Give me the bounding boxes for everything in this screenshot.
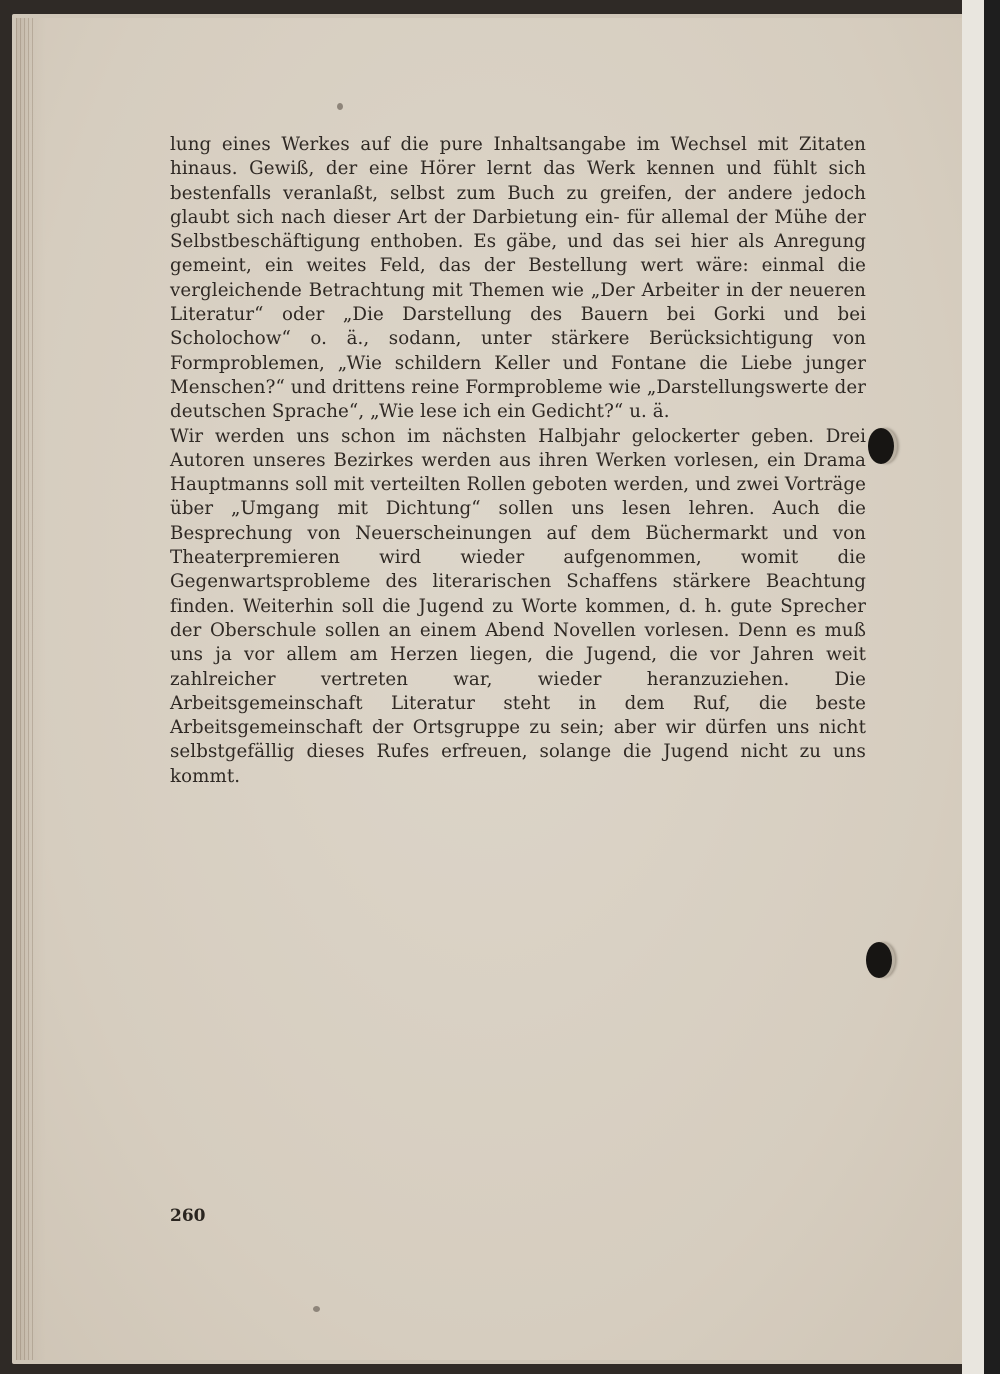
punch-hole-upper [868, 428, 894, 464]
paper-speck [337, 103, 343, 110]
binding-edge [16, 18, 34, 1360]
scan-dark-edge [984, 0, 1000, 1374]
page-number: 260 [170, 1206, 206, 1226]
paper-speck [313, 1306, 320, 1312]
body-text [170, 133, 866, 789]
paragraph-2: Wir werden uns schon im nächsten Halbjahr gelockerter geben. Drei Autoren unseres Bezirkes werden aus ihren Werken vorlesen, ein Drama Hauptmanns soll mit verteilten Rollen geboten werden, und zwei Vorträge über „Umgang mit Dichtung“ sollen uns lesen lehren. Auch die Besprechung von Neuerscheinungen auf dem Büchermarkt und von Theaterpremieren wird wieder aufgenommen, womit die Gegenwartsprobleme des literarischen Schaffens stärkere Beachtung finden. Weiterhin soll die Jugend zu Worte kommen, d. h. gute Sprecher der Oberschule sollen an einem Abend Novellen vorlesen. Denn es muß uns ja vor allem am Herzen liegen, die Jugend, die vor Jahren weit zahlreicher vertreten war, wieder heranzuziehen. Die Arbeitsgemeinschaft Literatur steht in dem Ruf, die beste Arbeitsgemeinschaft der Ortsgruppe zu sein; aber wir dürfen uns nicht selbstgefällig dieses Rufes erfreuen, solange die Jugend nicht zu uns kommt. [170, 425, 866, 787]
punch-hole-lower [866, 942, 892, 978]
paragraph-1: lung eines Werkes auf die pure Inhaltsangabe im Wechsel mit Zitaten hinaus. Gewiß, der eine Hörer lernt das Werk kennen und fühlt sich bestenfalls veranlaßt, selbst zum Buch zu greifen, der andere jedoch glaubt sich nach dieser Art der Darbietung ein- für allemal der Mühe der Selbstbeschäftigung enthoben. Es gäbe, und das sei hier als Anregung gemeint, ein weites Feld, das der Bestellung wert wäre: einmal die vergleichende Betrachtung mit Themen wie „Der Arbeiter in der neueren Literatur“ oder „Die Darstellung des Bauern bei Gorki und bei Scholochow“ o. ä., sodann, unter stärkere Berücksichtigung von Formproblemen, „Wie schildern Keller und Fontane die Liebe junger Menschen?“ und drittens reine Formprobleme wie „Darstellungswerte der deutschen Sprache“, „Wie lese ich ein Gedicht?“ u. ä. [170, 134, 866, 423]
